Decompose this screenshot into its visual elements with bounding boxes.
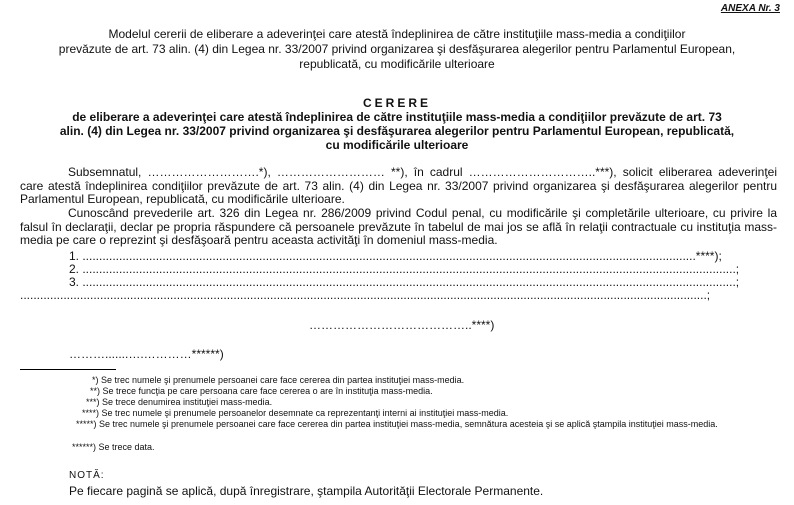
document-title: CERERE — [362, 96, 431, 110]
subtitle-line: alin. (4) din Legea nr. 33/2007 privind organizarea şi desfăşurarea alegerilor pentru Parlamentul European, republicată, — [59, 124, 735, 138]
subtitle-line: de eliberare a adeverinţei care atestă îndeplinirea de către instituţiile mass-media a condiţiilor prevăzute de art. 73 — [72, 110, 722, 124]
note-text: Pe fiecare pagină se aplică, după înregistrare, ştampila Autorităţii Electorale Permanente. — [69, 484, 544, 498]
footnote-divider — [20, 369, 116, 370]
person-line-2: 2. ....................................................................................................................................................................................................; — [69, 263, 740, 276]
document-subtitle — [20, 110, 774, 152]
intro-line: prevăzute de art. 73 alin. (4) din Legea nr. 33/2007 privind organizarea şi desfăşurarea alegerilor pentru Parlamentul European, — [58, 42, 736, 56]
person-line-1: 1. ........................................................................................................................................................................................****); — [69, 250, 722, 263]
signature-line: …………………………………..****) — [309, 318, 495, 332]
subtitle-line: cu modificările ulterioare — [325, 138, 469, 152]
footnote-6: ******) Se trece data. — [72, 442, 155, 452]
model-intro — [20, 27, 774, 72]
footnote-2: **) Se trece funcţia pe care persoana care face cererea o are în instituţia mass-media. — [90, 386, 433, 396]
declaration-paragraph: Cunoscând prevederile art. 326 din Legea nr. 286/2009 privind Codul penal, cu modificările şi completările ulterioare, cu privire la falsul în declaraţii, declar pe propria răspundere că persoanele prevăzute în tabelul de mai jos se află în relaţii contractuale cu instituţia mass-media pe care o reprezint şi desfăşoară pentru aceasta activităţi în domeniul mass-media. — [20, 206, 777, 247]
date-line: ……….......….…………******) — [69, 347, 224, 361]
footnote-3: ***) Se trece denumirea instituţiei mass-media. — [86, 397, 273, 407]
request-paragraph: Subsemnatul, ……………………….*), ……………………… **), în cadrul …………………………..***), solicit eliberarea adeverinţei care atestă îndeplinirea condiţiilor prevăzute de art. 73 alin. (4) din Legea nr. 33/2007 privind organizarea şi desfăşurarea alegerilor pentru Parlamentul European, republicată, cu modificările ulterioare. — [20, 165, 777, 206]
footnote-4: ****) Se trec numele şi prenumele persoanelor desemnate ca reprezentanţi interni ai instituţiei mass-media. — [82, 408, 509, 418]
person-line-3: 3. ....................................................................................................................................................................................................; — [69, 276, 740, 289]
footnote-1: *) Se trec numele şi prenumele persoanei care face cererea din partea instituţiei mass-media. — [92, 375, 465, 385]
annex-number: ANEXA Nr. 3 — [720, 3, 780, 14]
person-line-extra: ..............................................................................................................................................................................................................; — [20, 289, 711, 302]
note-label: NOTĂ: — [69, 470, 105, 481]
intro-line: republicată, cu modificările ulterioare — [299, 57, 495, 71]
intro-line: Modelul cererii de eliberare a adeverinţei care atestă îndeplinirea de către instituţiile mass-media a condiţiilor — [108, 27, 686, 41]
footnote-5: *****) Se trec numele şi prenumele persoanei care face cererea din partea instituţiei mass-media, semnătura acesteia şi se aplică ştampila instituţiei mass-media. — [76, 419, 718, 429]
